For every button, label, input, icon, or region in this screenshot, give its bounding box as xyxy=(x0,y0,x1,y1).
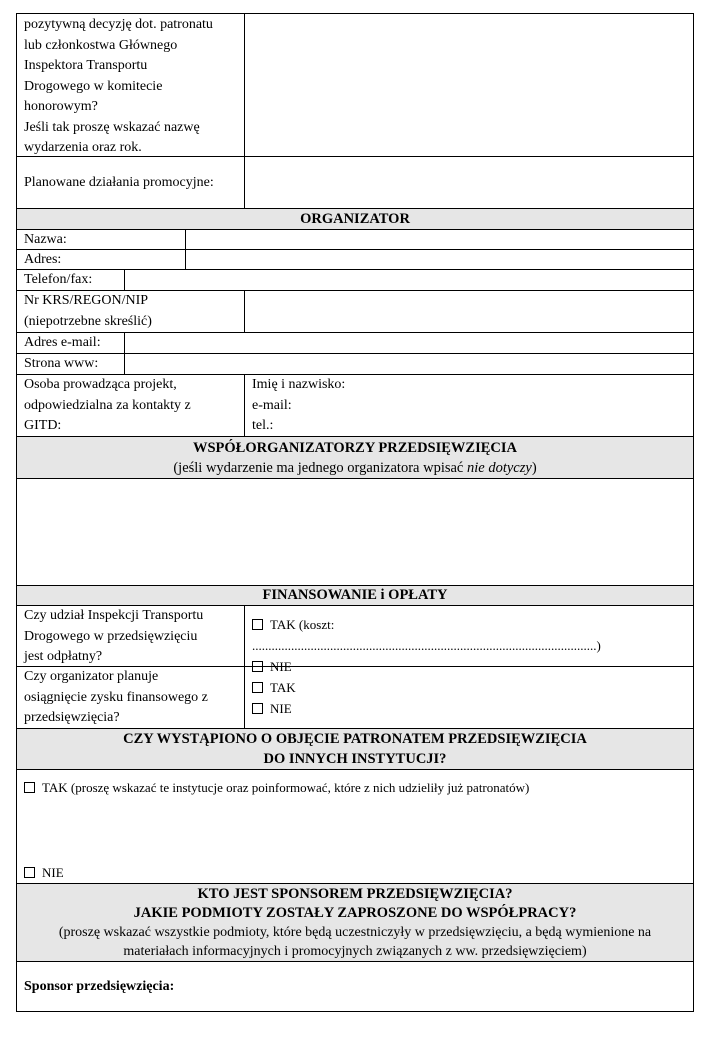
coorganizers-header-note xyxy=(17,458,693,478)
financing-q1-options xyxy=(245,606,693,674)
question-line: Czy udział Inspekcji Transportu xyxy=(24,608,204,623)
question-line: Jeśli tak proszę wskazać nazwę xyxy=(24,119,200,135)
header-line: KTO JEST SPONSOREM PRZEDSIĘWZIĘCIA? xyxy=(197,886,513,902)
option-label: TAK (koszt: ..........................................................................................................) xyxy=(252,617,601,653)
other-patronage-no[interactable] xyxy=(24,864,64,882)
financing-q1-label xyxy=(17,606,244,666)
organizer-header-text: ORGANIZATOR xyxy=(300,211,410,227)
other-patronage-header xyxy=(16,729,694,770)
question-line: Drogowego w przedsięwzięciu xyxy=(24,628,198,644)
q1-option-yes[interactable] xyxy=(252,614,686,656)
application-form xyxy=(16,13,694,1012)
promotion-field[interactable] xyxy=(245,157,693,208)
financing-q2-label xyxy=(17,667,244,728)
financing-q2-row xyxy=(16,667,694,729)
organizer-email-field[interactable] xyxy=(125,333,693,353)
krs-label-line: Nr KRS/REGON/NIP xyxy=(24,293,149,308)
organizer-krs-row xyxy=(16,291,694,333)
contact-person-fields xyxy=(245,375,693,436)
checkbox-icon[interactable] xyxy=(252,619,263,630)
coorganizers-header xyxy=(16,437,694,479)
q2-option-yes[interactable] xyxy=(252,677,686,698)
other-patronage-body xyxy=(16,770,694,884)
financing-header xyxy=(16,586,694,606)
contact-email-field[interactable]: e-mail: xyxy=(252,397,292,413)
option-label: NIE xyxy=(42,865,64,880)
name-label: Nazwa: xyxy=(24,232,67,247)
organizer-email-row xyxy=(16,333,694,354)
contact-label-line: GITD: xyxy=(24,418,62,433)
header-line: CZY WYSTĄPIONO O OBJĘCIE PATRONATEM PRZEDSIĘWZIĘCIA xyxy=(123,731,587,747)
header-line: DO INNYCH INSTYTUCJI? xyxy=(263,751,447,767)
organizer-www-field[interactable] xyxy=(125,354,693,374)
organizer-phone-row xyxy=(16,270,694,291)
organizer-name-field[interactable] xyxy=(186,230,693,249)
option-label: NIE xyxy=(270,701,292,716)
organizer-header xyxy=(16,209,694,230)
address-label: Adres: xyxy=(24,252,62,267)
organizer-www-row xyxy=(16,354,694,375)
phone-label: Telefon/fax: xyxy=(24,272,93,287)
www-label: Strona www: xyxy=(24,356,99,371)
organizer-address-row xyxy=(16,250,694,270)
note-text: (jeśli wydarzenie ma jednego organizatora wpisać xyxy=(173,460,467,476)
krs-label xyxy=(17,291,244,332)
contact-label-line: Osoba prowadząca projekt, xyxy=(24,377,177,392)
checkbox-icon[interactable] xyxy=(252,703,263,714)
question-line: Drogowego w komitecie xyxy=(24,78,163,94)
organizer-krs-field[interactable] xyxy=(245,291,693,332)
option-label: TAK xyxy=(270,680,296,695)
sponsor-note-line: materiałach informacyjnych i promocyjnych związanych z ww. przedsięwzięciem) xyxy=(123,944,587,959)
question-line: honorowym? xyxy=(24,99,98,114)
patronage-question-row xyxy=(16,13,694,157)
option-label: NIE xyxy=(270,659,292,674)
checkbox-icon[interactable] xyxy=(252,682,263,693)
organizer-address-field[interactable] xyxy=(186,250,693,269)
question-line: przedsięwzięcia? xyxy=(24,710,120,725)
sponsor-row[interactable] xyxy=(16,962,694,1012)
question-line: wydarzenia oraz rok. xyxy=(24,140,142,155)
contact-name-field[interactable]: Imię i nazwisko: xyxy=(252,377,346,392)
other-patronage-yes[interactable] xyxy=(24,779,529,797)
question-line: lub członkostwa Głównego xyxy=(24,37,178,53)
question-line: pozytywną decyzję dot. patronatu xyxy=(24,17,213,32)
question-line: osiągnięcie zysku finansowego z xyxy=(24,689,208,705)
coorganizers-header-title: WSPÓŁORGANIZATORZY PRZEDSIĘWZIĘCIA xyxy=(192,440,518,456)
organizer-name-row xyxy=(16,230,694,250)
note-text: ) xyxy=(531,460,537,476)
sponsor-note-line: (proszę wskazać wszystkie podmioty, które będą uczestniczyły w przedsięwzięciu, a będą wymienione na xyxy=(58,925,652,940)
checkbox-icon[interactable] xyxy=(24,782,35,793)
email-label: Adres e-mail: xyxy=(24,335,101,350)
financing-header-text: FINANSOWANIE i OPŁATY xyxy=(262,587,448,603)
contact-tel-field[interactable]: tel.: xyxy=(252,418,274,433)
patronage-answer-field[interactable] xyxy=(245,14,693,156)
contact-label-line: odpowiedzialna za kontakty z xyxy=(24,397,191,413)
contact-person-label xyxy=(17,375,244,436)
promotion-label: Planowane działania promocyjne: xyxy=(24,175,214,190)
q2-option-no[interactable] xyxy=(252,698,686,719)
promotion-row xyxy=(16,157,694,209)
krs-label-line: (niepotrzebne skreślić) xyxy=(24,313,152,329)
question-line: Inspektora Transportu xyxy=(24,58,148,73)
option-label: TAK (proszę wskazać te instytucje oraz poinformować, które z nich udzieliły już patronatów) xyxy=(42,780,530,795)
organizer-phone-field[interactable] xyxy=(125,270,693,290)
sponsor-label: Sponsor przedsięwzięcia: xyxy=(24,979,175,994)
header-line: JAKIE PODMIOTY ZOSTAŁY ZAPROSZONE DO WSPÓŁPRACY? xyxy=(133,905,577,921)
financing-q2-options xyxy=(245,667,693,728)
checkbox-icon[interactable] xyxy=(24,867,35,878)
question-line: jest odpłatny? xyxy=(24,649,103,664)
contact-person-row xyxy=(16,375,694,437)
note-italic: nie dotyczy xyxy=(466,460,532,476)
coorganizers-field[interactable] xyxy=(16,479,694,586)
financing-q1-row xyxy=(16,606,694,674)
patronage-question-label xyxy=(17,14,244,156)
sponsor-header xyxy=(16,884,694,962)
question-line: Czy organizator planuje xyxy=(24,669,159,684)
